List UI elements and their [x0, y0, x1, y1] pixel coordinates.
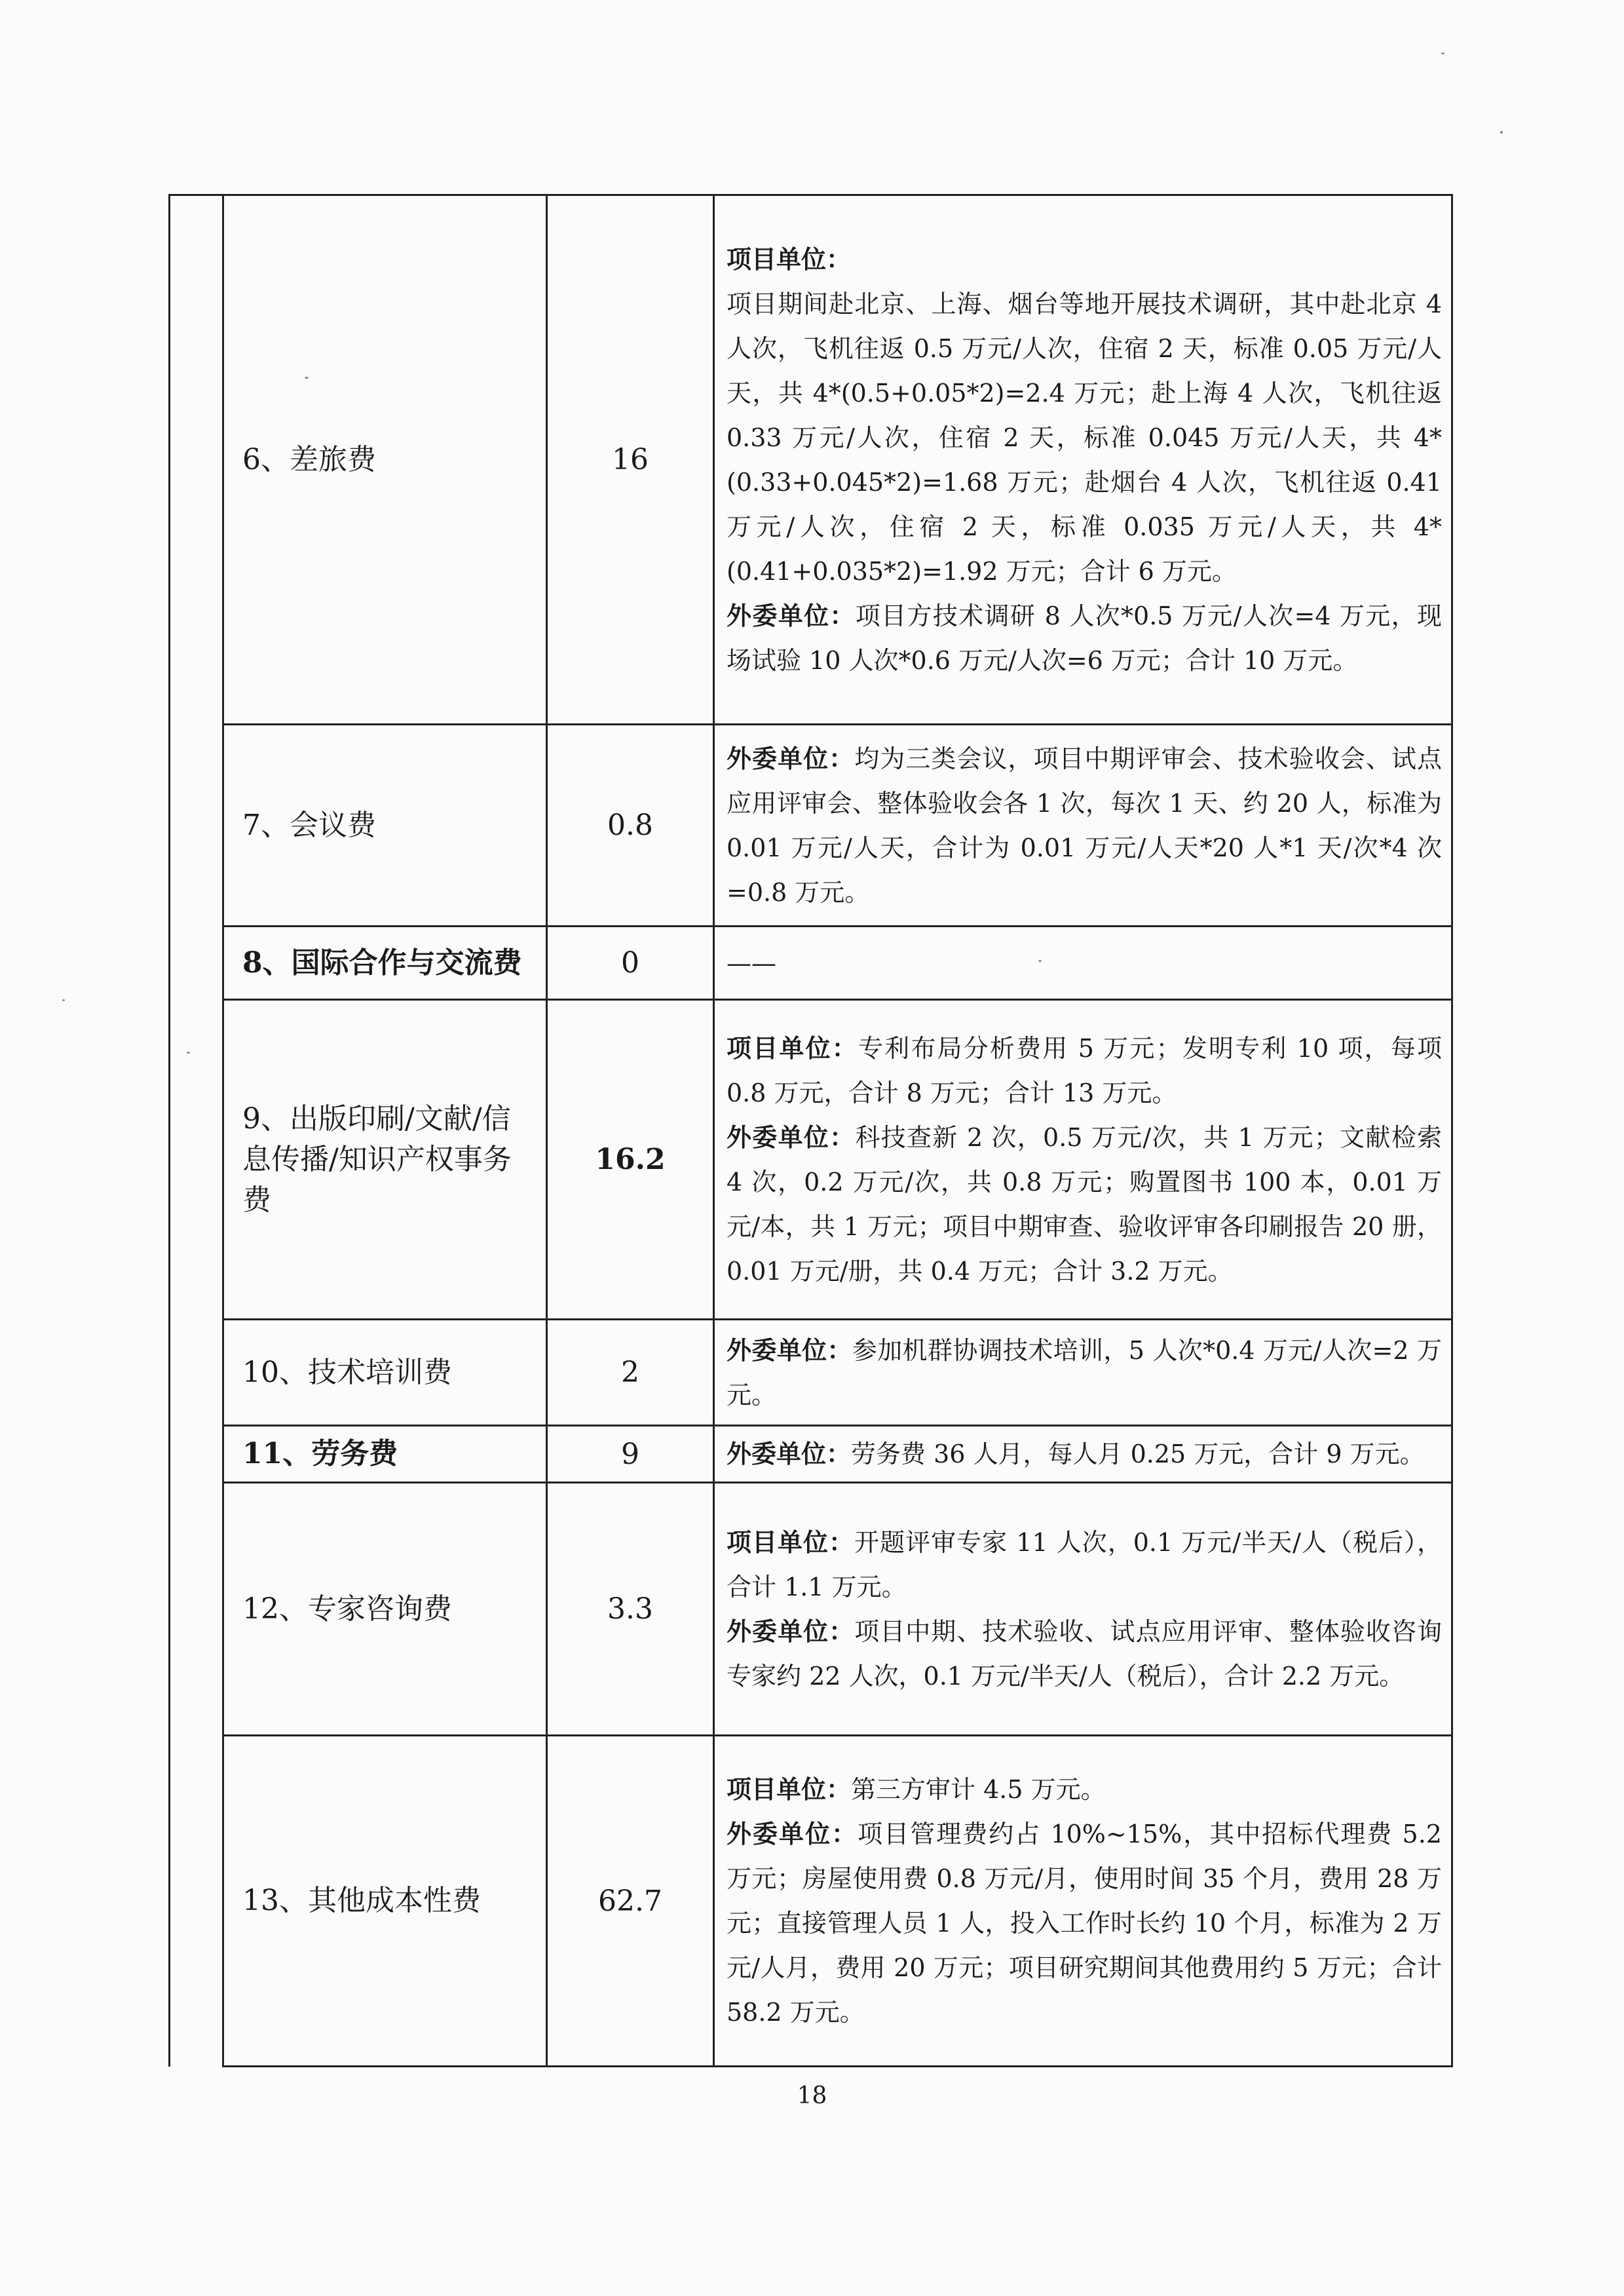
table-row — [170, 725, 1452, 927]
desc-line — [727, 941, 1442, 985]
desc-text: 项目中期、技术验收、试点应用评审、整体验收咨询专家约 22 人次，0.1 万元/半天/人（税后），合计 2.2 万元。 — [727, 1617, 1442, 1691]
item-amount: 16.2 — [547, 1000, 714, 1320]
item-name: 8、国际合作与交流费 — [223, 927, 547, 1000]
desc-line — [727, 1767, 1442, 1812]
scan-speck — [1441, 52, 1445, 54]
desc-line — [727, 1026, 1442, 1115]
desc-label: 外委单位： — [727, 1439, 852, 1468]
desc-text: —— — [727, 948, 776, 978]
item-description — [714, 195, 1452, 725]
desc-text: 项目方技术调研 8 人次*0.5 万元/人次=4 万元，现场试验 10 人次*0.6 万元/人次=6 万元；合计 10 万元。 — [727, 601, 1442, 675]
item-amount: 2 — [547, 1320, 714, 1426]
desc-label: 外委单位： — [727, 743, 855, 773]
item-description — [714, 1320, 1452, 1426]
desc-text: 专利布局分析费用 5 万元；发明专利 10 项，每项 0.8 万元，合计 8 万元；合计 13 万元。 — [727, 1033, 1442, 1107]
scan-speck — [305, 377, 309, 379]
desc-label: 项目单位： — [727, 1033, 858, 1063]
item-amount: 9 — [547, 1426, 714, 1483]
desc-text: 开题评审专家 11 人次，0.1 万元/半天/人（税后），合计 1.1 万元。 — [727, 1527, 1442, 1601]
item-amount: 16 — [547, 195, 714, 725]
table-row — [170, 1426, 1452, 1483]
desc-label: 外委单位： — [727, 1819, 858, 1848]
desc-text: 均为三类会议，项目中期评审会、技术验收会、试点应用评审会、整体验收会各 1 次，每次 1 天、约 20 人，标准为 0.01 万元/人天，合计为 0.01 万元/人天*20 人*1 天/次*4 次=0.8 万元。 — [727, 744, 1442, 907]
desc-label: 外委单位： — [727, 600, 856, 630]
item-description — [714, 725, 1452, 927]
desc-label: 项目单位： — [727, 244, 852, 274]
desc-line — [727, 282, 1442, 594]
desc-text: 项目管理费约占 10%~15%，其中招标代理费 5.2 万元；房屋使用费 0.8 万元/月，使用时间 35 个月，费用 28 万元；直接管理人员 1 人，投入工作时长约 10 个月，标准为 2 万元/人月，费用 20 万元；项目研究期间其他费用约 5 万元；合计 58.2 万元。 — [727, 1820, 1442, 2027]
scan-speck — [1038, 960, 1042, 962]
item-amount: 62.7 — [547, 1736, 714, 2067]
desc-text: 参加机群协调技术培训，5 人次*0.4 万元/人次=2 万元。 — [727, 1335, 1442, 1409]
desc-line — [727, 1328, 1442, 1417]
desc-text: 项目期间赴北京、上海、烟台等地开展技术调研，其中赴北京 4 人次，飞机往返 0.5 万元/人次，住宿 2 天，标准 0.05 万元/人天，共 4*(0.5+0.05*2)=2.4 万元；赴上海 4 人次，飞机往返 0.33 万元/人次，住宿 2 天，标准 0.045 万元/人天，共 4*(0.33+0.045*2)=1.68 万元；赴烟台 4 人次，飞机往返 0.41 万元/人次，住宿 2 天，标准 0.035 万元/人天，共 4*(0.41+0.035*2)=1.92 万元；合计 6 万元。 — [727, 289, 1442, 586]
desc-line — [727, 594, 1442, 683]
desc-text: 劳务费 36 人月，每人月 0.25 万元，合计 9 万元。 — [851, 1440, 1425, 1468]
desc-line — [727, 1432, 1442, 1476]
desc-label: 外委单位： — [727, 1335, 852, 1365]
item-description — [714, 1426, 1452, 1483]
desc-line — [727, 1520, 1442, 1609]
desc-label: 外委单位： — [727, 1616, 855, 1646]
desc-text: 第三方审计 4.5 万元。 — [851, 1775, 1106, 1804]
item-amount: 0.8 — [547, 725, 714, 927]
page-number: 18 — [797, 2082, 827, 2109]
item-amount: 3.3 — [547, 1483, 714, 1736]
item-name: 6、差旅费 — [223, 195, 547, 725]
desc-line — [727, 1115, 1442, 1293]
item-name: 11、劳务费 — [223, 1426, 547, 1483]
table-row — [170, 1000, 1452, 1320]
scan-speck — [187, 1052, 190, 1054]
table-row — [170, 1320, 1452, 1426]
scan-speck — [62, 999, 65, 1001]
desc-line — [727, 737, 1442, 915]
desc-label: 外委单位： — [727, 1122, 856, 1152]
desc-line — [727, 1609, 1442, 1698]
item-name: 9、出版印刷/文献/信息传播/知识产权事务费 — [223, 1000, 547, 1320]
desc-line — [727, 237, 1442, 282]
blank-column — [170, 195, 223, 2067]
item-description — [714, 1000, 1452, 1320]
table-row — [170, 195, 1452, 725]
item-name: 10、技术培训费 — [223, 1320, 547, 1426]
scan-speck — [1500, 131, 1503, 134]
item-description — [714, 1483, 1452, 1736]
desc-label: 项目单位： — [727, 1527, 855, 1557]
item-name: 13、其他成本性费 — [223, 1736, 547, 2067]
table-row — [170, 927, 1452, 1000]
item-name: 12、专家咨询费 — [223, 1483, 547, 1736]
desc-text: 科技查新 2 次，0.5 万元/次，共 1 万元；文献检索 4 次，0.2 万元/次，共 0.8 万元；购置图书 100 本，0.01 万元/本，共 1 万元；项目中期审查、验收评审各印刷报告 20 册，0.01 万元/册，共 0.4 万元；合计 3.2 万元。 — [727, 1122, 1442, 1286]
item-description — [714, 927, 1452, 1000]
item-amount: 0 — [547, 927, 714, 1000]
desc-line — [727, 1812, 1442, 2035]
budget-table — [168, 194, 1453, 2067]
item-description — [714, 1736, 1452, 2067]
item-name: 7、会议费 — [223, 725, 547, 927]
table-row — [170, 1483, 1452, 1736]
desc-label: 项目单位： — [727, 1774, 852, 1804]
table-row — [170, 1736, 1452, 2067]
